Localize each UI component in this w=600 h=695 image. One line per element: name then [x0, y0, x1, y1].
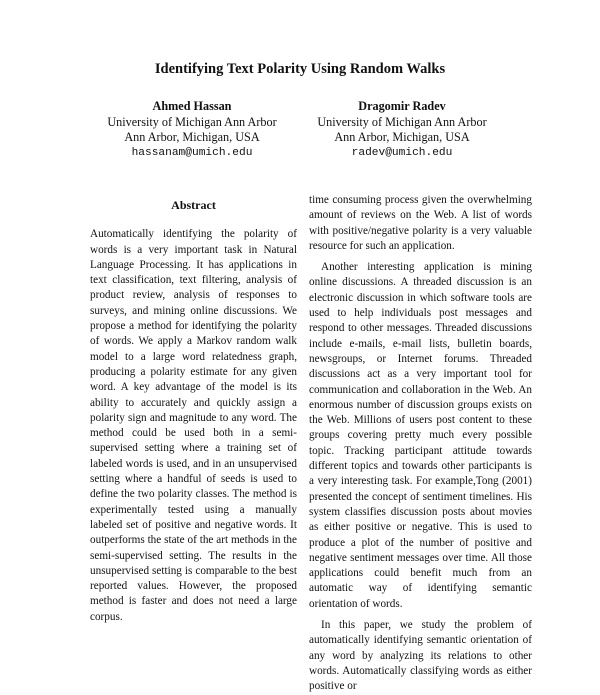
- author-name: Dragomir Radev: [358, 99, 446, 113]
- paper-title: Identifying Text Polarity Using Random Walks: [154, 61, 446, 77]
- author-email[interactable]: hassanam@umich.edu: [131, 146, 253, 159]
- author-affiliation: University of Michigan Ann Arbor: [317, 114, 487, 129]
- abstract-heading: Abstract: [171, 198, 216, 212]
- body-paragraph: time consuming process given the overwhelming amount of reviews on the Web. A list of words with positive/negative polarity is a very valuable resource for such an application.: [309, 194, 532, 252]
- body-paragraph: In this paper, we study the problem of automatically identifying semantic orientation of any word by analyzing its relations to other words. Automatically classifying words as either positive or: [309, 619, 532, 693]
- body-paragraph: Another interesting application is mining online discussions. A threaded discussion is an electronic discussion in which software tools are used to help individuals post messages and respond to other messages. Threaded discussions include e-mails, e-mail lists, bulletin boards, newsgroups, or Internet forums. Threaded discussions act as a very important tool for communication and collaboration in the Web. An enormous number of discussion groups exists on the Web. Millions of users post content to these groups covering pretty much every possible topic. Tracking participant attitude towards different topics and towards other participants is a very interesting task. For example,Tong (2001) presented the concept of sentiment timelines. His system classifies discussion posts about movies as either positive or negative. This is used to produce a plot of the number of positive and negative sentiment messages over time. All those applications could benefit much from an automatic way of identifying semantic orientation of words.: [309, 261, 532, 610]
- author-location: Ann Arbor, Michigan, USA: [334, 130, 470, 144]
- author-affiliation: University of Michigan Ann Arbor: [107, 114, 277, 129]
- author-block: [272, 99, 532, 161]
- right-column: [309, 193, 532, 695]
- left-column: [90, 198, 297, 625]
- author-email[interactable]: radev@umich.edu: [351, 146, 453, 159]
- abstract-text: Automatically identifying the polarity of words is a very important task in Natural Language Processing. It has applications in text classification, text filtering, analysis of product review, analysis of responses to surveys, and mining online discussions. We propose a method for identifying the polarity of words. We apply a Markov random walk model to a large word relatedness graph, producing a polarity estimate for any given word. A key advantage of the model is its ability to accurately and quickly assign a polarity sign and magnitude to any word. The method could be used both in a semi-supervised setting where a training set of labeled words is used, and in an unsupervised setting where a handful of seeds is used to define the two polarity classes. The method is experimentally tested using a manually labeled set of positive and negative words. It outperforms the state of the art methods in the semi-supervised setting. The results in the unsupervised setting is comparable to the best reported values. However, the proposed method is faster and does not need a large corpus.: [90, 228, 297, 623]
- author-name: Ahmed Hassan: [152, 99, 232, 113]
- author-location: Ann Arbor, Michigan, USA: [124, 130, 260, 144]
